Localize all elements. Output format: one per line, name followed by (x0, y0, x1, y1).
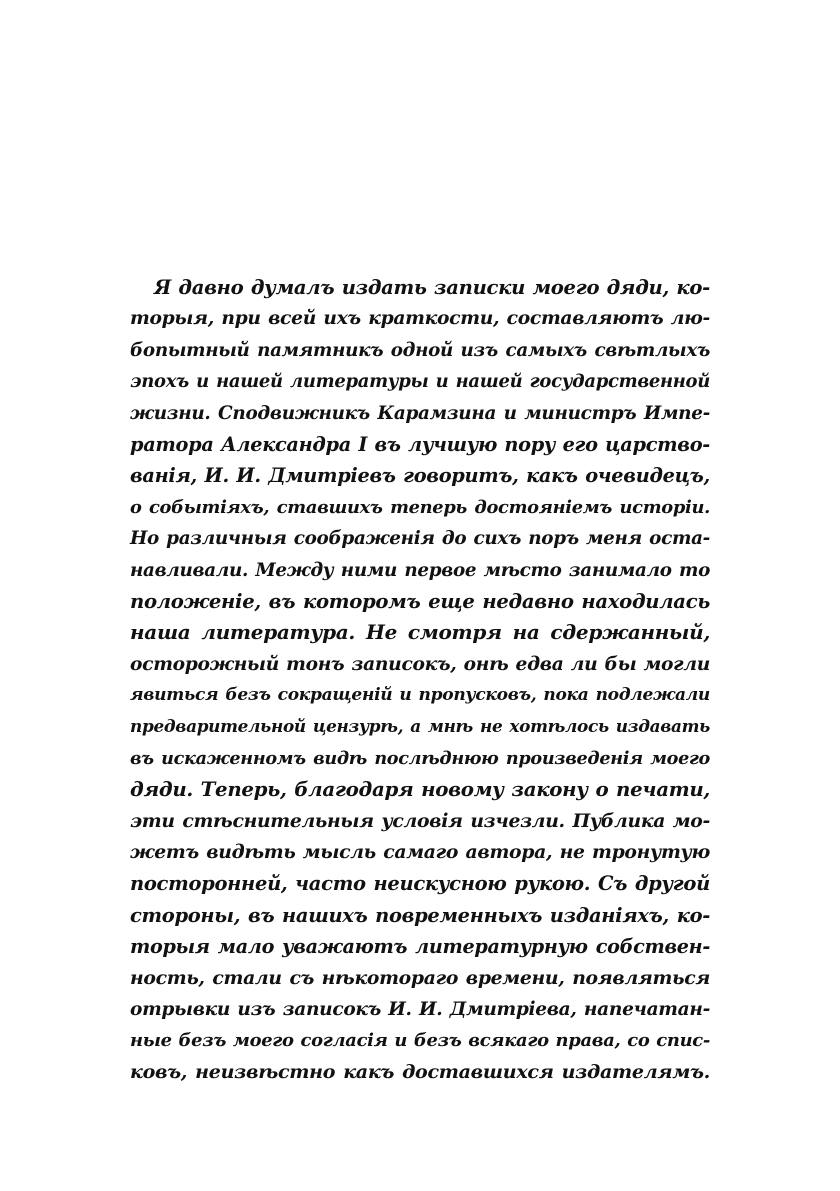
text-line: явиться безъ сокращеній и пропусковъ, пока подлежали (130, 685, 710, 706)
text-line: Я давно думалъ издать записки моего дяди, ко- (154, 276, 710, 299)
text-line: эти стѣснительныя условія изчезли. Публика мо- (130, 809, 710, 832)
text-line: жетъ видѣть мысль самаго автора, не тронутую (130, 841, 710, 864)
text-line: о событіяхъ, ставшихъ теперь достояніемъ исторіи. (130, 496, 710, 518)
text-line: посторонней, часто неискусною рукою. Съ другой (130, 872, 710, 896)
text-line: ванія, И. И. Дмитріевъ говоритъ, какъ очевидецъ, (130, 464, 710, 488)
text-line: осторожный тонъ записокъ, онѣ едва ли бы могли (130, 652, 710, 675)
text-line: въ искаженномъ видѣ послѣднюю произведенія моего (130, 747, 710, 769)
text-line: положеніе, въ которомъ еще недавно находилась (130, 589, 710, 613)
text-line: наша литература. Не смотря на сдержанный, (130, 620, 710, 645)
text-line: ность, стали съ нѣкотораго времени, появляться (130, 966, 710, 989)
text-line: отрывки изъ записокъ И. И. Дмитріева, напечатан- (130, 998, 710, 1020)
text-line: ные безъ моего согласія и безъ всякаго права, со спис- (130, 1030, 710, 1052)
text-line: предварительной цензурѣ, а мнѣ не хотѣлось издавать (130, 716, 710, 737)
text-line: дяди. Теперь, благодаря новому закону о печати, (130, 777, 710, 802)
text-line: бопытный памятникъ одной изъ самыхъ свѣтлыхъ (130, 339, 710, 361)
text-line: жизни. Сподвижникъ Карамзина и министръ Импе- (130, 402, 710, 424)
text-line: ковъ, неизвѣстно какъ доставшихся издателямъ. (130, 1060, 710, 1083)
text-line: торыя, при всей ихъ краткости, составляютъ лю- (130, 307, 710, 330)
text-line: эпохъ и нашей литературы и нашей государственной (130, 371, 710, 393)
text-line: Но различныя соображенія до сихъ поръ меня оста- (130, 528, 710, 550)
text-line: торыя мало уважаютъ литературную собствен- (130, 935, 710, 959)
text-line: стороны, въ нашихъ повременныхъ изданіяхъ, ко- (130, 903, 710, 927)
text-line: навливали. Между ними первое мѣсто занимало то (130, 559, 710, 581)
text-line: ратора Александра I въ лучшую пору его царство- (130, 432, 710, 456)
text-paragraph (130, 272, 710, 1088)
